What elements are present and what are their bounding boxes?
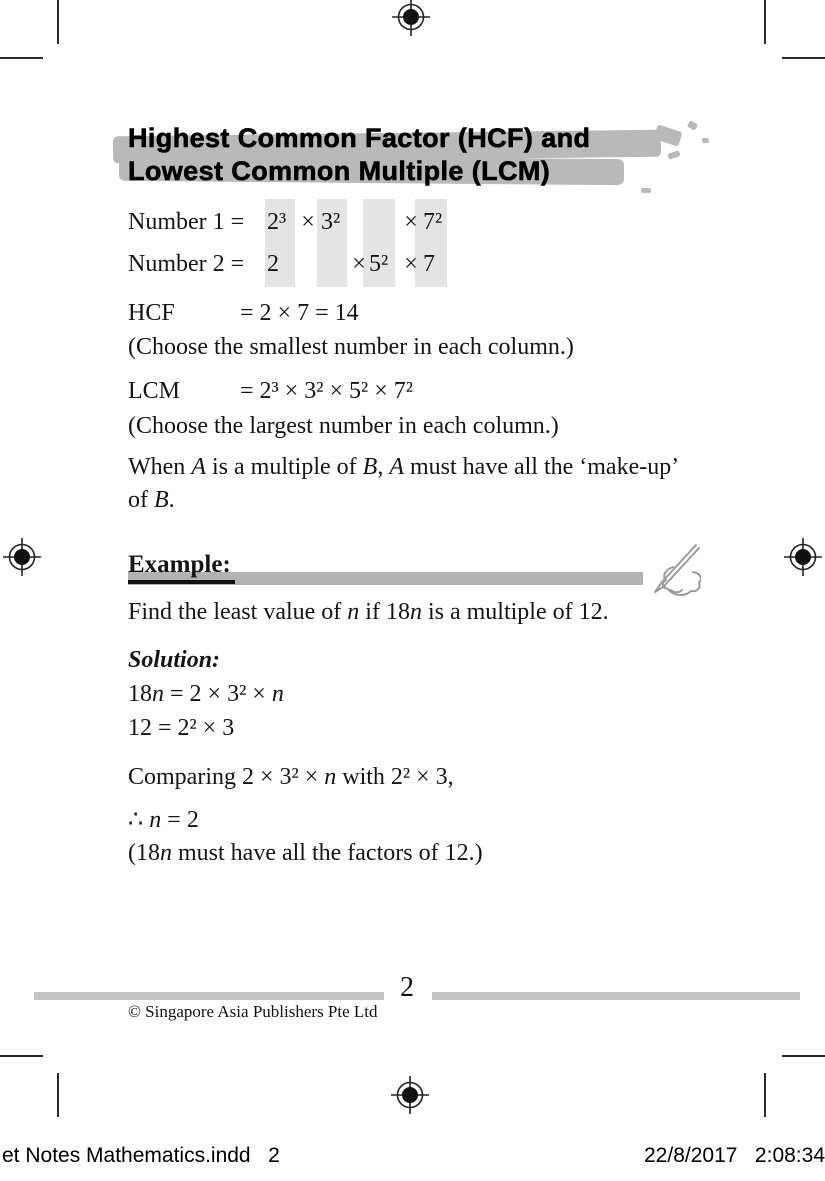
hand-writing-pencil-icon (641, 541, 701, 599)
footer-rule-left (34, 992, 384, 1000)
crop-mark-top-left-h (0, 57, 43, 59)
solution-line2: 12 = 2² × 3 (128, 715, 235, 741)
crop-mark-top-left-v (57, 0, 59, 44)
number1-label: Number 1 = (128, 209, 245, 235)
page-number: 2 (400, 972, 414, 1003)
number2-row (128, 243, 458, 285)
page-title (128, 122, 590, 188)
solution-note: (18n must have all the factors of 12.) (128, 840, 483, 866)
hcf-expression: = 2 × 7 = 14 (240, 300, 359, 326)
number1-row (128, 201, 458, 243)
lcm-line (128, 376, 413, 407)
brush-speckle (641, 188, 651, 193)
page-title-line2: Lowest Common Multiple (LCM) (128, 156, 551, 186)
crop-mark-bottom-left-h (0, 1055, 43, 1057)
crop-mark-bottom-right-h (782, 1055, 825, 1057)
prime-factor-table (128, 201, 458, 285)
example-question: Find the least value of n if 18n is a multiple of 12. (128, 599, 609, 625)
number2-label: Number 2 = (128, 251, 245, 277)
crop-mark-top-right-h (782, 57, 825, 59)
solution-line1: 18n = 2 × 3² × n (128, 681, 284, 707)
conclusion-line: ∴ n = 2 (128, 807, 199, 833)
registration-mark-left (2, 537, 42, 577)
number1-factor: 2³ (267, 209, 287, 235)
lcm-term: LCM (128, 378, 181, 404)
solution-heading: Solution: (128, 647, 221, 673)
number1-factor: 3² (321, 209, 341, 235)
slug-datetime: 22/8/2017 2:08:34 (644, 1144, 825, 1167)
comparing-line: Comparing 2 × 3² × n with 2² × 3, (128, 764, 454, 790)
slug-filename: et Notes Mathematics.indd 2 (2, 1144, 280, 1167)
crop-mark-bottom-right-v (764, 1073, 766, 1117)
brush-speckle (667, 150, 680, 160)
number2-factor (319, 243, 351, 285)
registration-mark-bottom (390, 1075, 430, 1115)
footer-rule-right (432, 992, 800, 1000)
brush-speckle (687, 120, 698, 131)
times-sign: × (301, 209, 315, 235)
registration-mark-top (391, 0, 431, 37)
multiple-rule-paragraph: When A is a multiple of B, A must have all the ‘make-up’ of B. (128, 454, 678, 513)
times-sign: × (352, 251, 366, 277)
number1-factor: 7² (423, 209, 443, 235)
times-sign: × (404, 251, 418, 277)
times-sign (297, 243, 319, 285)
registration-mark-right (783, 537, 823, 577)
page-title-line1: Highest Common Factor (HCF) and (128, 123, 591, 153)
number1-factor (367, 201, 401, 243)
number2-factor: 7 (423, 251, 435, 277)
hcf-line (128, 298, 359, 329)
times-sign (351, 201, 367, 243)
hcf-term: HCF (128, 300, 175, 326)
example-heading: Example: (128, 551, 235, 584)
crop-mark-bottom-left-v (57, 1073, 59, 1117)
lcm-note: (Choose the largest number in each column.) (128, 413, 559, 439)
number2-factor: 2 (267, 251, 279, 277)
times-sign: × (404, 209, 418, 235)
number2-factor: 5² (369, 251, 389, 277)
brush-speckle (702, 138, 709, 143)
lcm-expression: = 2³ × 3² × 5² × 7² (240, 378, 413, 404)
hcf-note: (Choose the smallest number in each column.) (128, 334, 574, 360)
crop-mark-top-right-v (764, 0, 766, 44)
copyright-notice: © Singapore Asia Publishers Pte Ltd (128, 1002, 378, 1021)
